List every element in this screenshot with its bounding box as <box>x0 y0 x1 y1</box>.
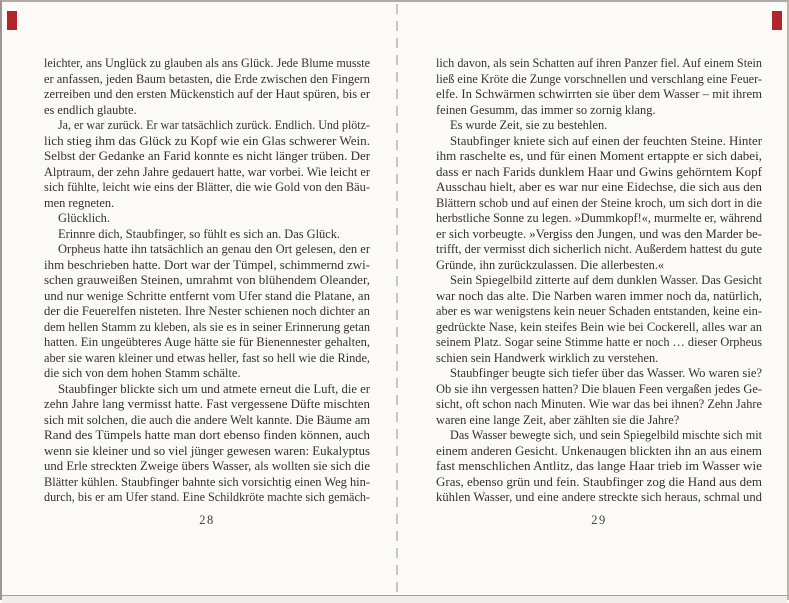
text-line: wenn sie kleiner und so viel jünger gewesen waren: Eukalyptus <box>44 443 370 458</box>
text-line: Staubfinger beugte sich tiefer über das Wasser. Wo waren sie? <box>450 366 762 380</box>
text-line: Das Wasser bewegte sich, und sein Spiegelbild mischte sich mit <box>450 428 762 442</box>
text-line: herbstliche Sonne zu legen. »Dummkopf!«, murmelte er, während <box>436 211 762 225</box>
text-line: hatten. Ein ungeübteres Auge hätte sie für Bienennester gehalten, <box>44 335 370 349</box>
red-corner-tab-right <box>772 11 782 30</box>
text-line: er anfassen, jeden Baum betasten, die Erde zwischen den Fingern <box>44 71 370 86</box>
text-line: Erinnre dich, Staubfinger, so fühlt es sich an. Das Glück. <box>58 226 341 241</box>
text-line: sicht, oft schon nach Minuten. Wie war das bei ihnen? Zehn Jahre <box>436 397 762 411</box>
text-line: Blätter kühlen. Staubfinger bahnte sich vorsichtig einen Weg hin- <box>44 474 370 489</box>
text-line: trifft, der vermisst dich sicherlich nicht. Außerdem hattest du gute <box>436 242 762 256</box>
text-line: men regneten. <box>44 195 115 210</box>
page-left-text <box>44 56 370 506</box>
text-line: sich mit solchen, die auch die andere Welt kannte. Die Bäume am <box>44 412 370 427</box>
text-line: feinen Gesumm, das immer so zornig klang. <box>436 102 656 117</box>
text-line: einem anderen Gesicht. Unkenaugen blickten ihn an aus einem <box>436 443 762 458</box>
text-line: ließ eine Kröte die Zunge vorschnellen und verschlang eine Feuer- <box>436 71 762 86</box>
page-left <box>44 2 370 600</box>
text-line: dem hellen Stamm zu kleben, als sie es in seiner Erinnerung getan <box>44 319 370 334</box>
text-line: und nur wenige Schritte entfernt vom Ufer stand die Platane, an <box>44 288 370 303</box>
text-line: Orpheus hatte ihn tatsächlich an genau den Ort gelesen, den er <box>58 242 370 256</box>
text-line: kühlen Wasser, und eine andere streckte sich heraus, schmal und <box>436 490 762 504</box>
text-line: war noch das alte. Die Narben waren immer noch da, natürlich, <box>436 288 762 303</box>
text-line: die sich von dem hohen Stamm schälte. <box>44 366 241 380</box>
text-line: fast menschlichen Antlitz, das lange Haar trieb im Wasser wie <box>436 459 762 473</box>
text-line: Ja, er war zurück. Er war tatsächlich zurück. Endlich. Und plötz- <box>58 118 370 132</box>
text-line: zehn Jahre lang vermisst hatte. Fast vergessene Düfte mischten <box>44 397 370 411</box>
page-right <box>436 2 762 600</box>
text-line: durch, bis er am Ufer stand. Eine Schildkröte machte sich gemäch- <box>44 490 370 504</box>
text-line: lich davon, als sein Schatten auf ihren Panzer fiel. Auf einem Stein <box>436 56 762 70</box>
bottom-page-edge <box>2 595 787 603</box>
text-line: Ausschau hielt, aber es war nur eine Eidechse, die sich aus den <box>436 180 762 194</box>
page-number-left: 28 <box>199 513 215 527</box>
text-line: Gras, ebenso grün und fein. Staubfinger zog die Hand aus dem <box>436 474 762 489</box>
page-gutter-divider <box>396 4 398 595</box>
text-line: Staubfinger blickte sich um und atmete erneut die Luft, die er <box>58 381 370 396</box>
text-line: gedrückte Nase, kein steifes Bein wie bei Cockerell, alles war an <box>436 319 762 334</box>
text-line: zerreiben und den ersten Mückenstich auf der Haut spüren, bis er <box>44 87 370 101</box>
text-line: Glücklich. <box>58 211 110 225</box>
text-line: Es wurde Zeit, sie zu bestehlen. <box>450 118 608 132</box>
text-line: seinem Platz. Sogar seine Stimme hatte er noch … dieser Orpheus <box>436 335 762 349</box>
page-number-right: 29 <box>591 513 607 527</box>
text-line: Sein Spiegelbild zitterte auf dem dunklen Wasser. Das Gesicht <box>450 273 762 287</box>
text-line: Staubfinger kniete sich auf einen der feuchten Steine. Hinter <box>450 133 762 148</box>
text-line: schien sein Handwerk wirklich zu verstehen. <box>436 350 659 365</box>
text-line: lich stieg ihm das Glück zu Kopf wie ein Glas schwerer Wein. <box>44 133 370 148</box>
text-line: es endlich glaubte. <box>44 102 137 117</box>
red-corner-tab-left <box>7 11 17 30</box>
text-line: er sich vorbeugte. »Vergiss den Jungen, und was den Marder be- <box>436 226 762 241</box>
text-line: schen grauweißen Steinen, umrahmt von blühendem Oleander, <box>44 273 370 287</box>
text-line: und Erle streckten Zweige übers Wasser, als wollten sie sich die <box>44 459 370 473</box>
text-line: sich fühlte, leicht wie eins der Blätter, die wie Gold von den Bäu- <box>44 180 371 194</box>
text-line: Alptraum, der zehn Jahre gedauert hatte, war vorbei. Wie leicht er <box>44 164 370 179</box>
text-line: der die Feuerelfen nisteten. Ihre Nester schienen noch dichter an <box>44 304 370 318</box>
text-line: dass er nach Farids dunklem Haar und Gwins gehörntem Kopf <box>436 164 762 179</box>
text-line: aber sie waren kleiner und etwas heller, fast so hell wie die Rinde, <box>44 350 370 365</box>
text-line: ihm beschrieben hatte. Dort war der Tümpel, schimmernd zwi- <box>44 257 370 272</box>
page-right-text <box>436 56 762 506</box>
text-line: Ob sie ihn vergessen hatten? Die blauen Feen vergaßen jedes Ge- <box>436 381 762 396</box>
text-line: waren eine lange Zeit, aber zählten sie die Jahre? <box>436 412 680 427</box>
text-line: Gründe, ihn zurückzulassen. Die allerbesten.« <box>436 257 665 272</box>
text-line: Blättern schob und auf einen der Steine kroch, um sich dort in die <box>436 195 762 210</box>
text-line: elfe. In Schwärmen schwirrten sie über dem Wasser – mit ihrem <box>436 87 762 101</box>
text-line: aber es war wenigstens kein neuer Schaden entstanden, keine ein- <box>436 304 762 318</box>
text-line: ihm raschelte es, und für einen Moment ertappte er sich dabei, <box>436 149 762 163</box>
text-line: Rand des Tümpels hatte man dort ebenso finden können, auch <box>44 428 371 442</box>
text-line: leichter, ans Unglück zu glauben als ans Glück. Jede Blume musste <box>44 56 370 70</box>
text-line: Selbst der Gedanke an Farid konnte es nicht länger trüben. Der <box>44 149 370 163</box>
